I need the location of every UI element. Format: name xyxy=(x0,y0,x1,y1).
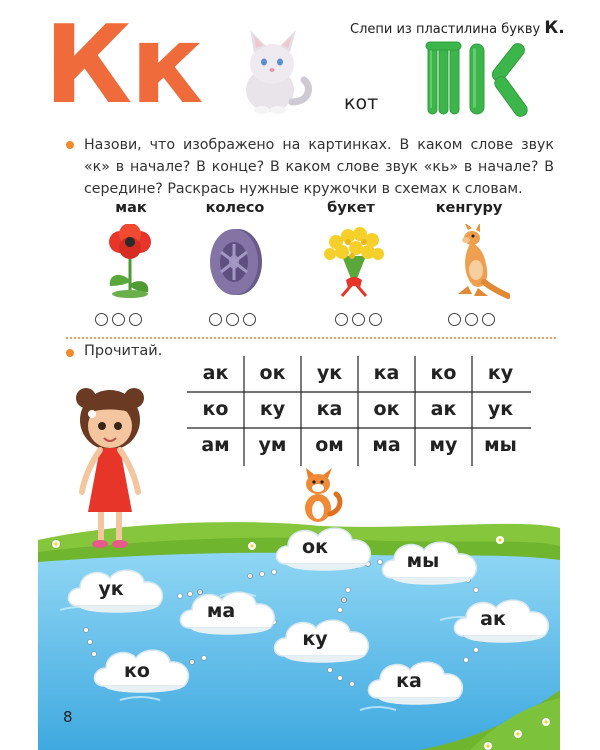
page-number: 8 xyxy=(63,708,73,726)
sculpt-text: Слепи из пластилина букву xyxy=(350,22,541,37)
big-letter: Кк xyxy=(44,3,202,128)
bouquet-icon xyxy=(322,226,388,302)
cat-illustration xyxy=(232,28,332,118)
sound-scheme-wheel[interactable] xyxy=(209,313,256,326)
small-cat-icon xyxy=(296,468,346,528)
cloud-ma-label: ма xyxy=(206,600,236,622)
word-label-wheel: колесо xyxy=(205,200,265,216)
bullet-icon xyxy=(66,349,74,357)
syllable-cell: ок xyxy=(259,362,286,384)
section-divider xyxy=(66,337,556,339)
syllable-table xyxy=(187,356,531,466)
syllable-cell: ом xyxy=(315,434,344,456)
syllable-cell: ак xyxy=(430,398,457,420)
syllable-cell: ка xyxy=(316,398,343,420)
sound-scheme-bouquet[interactable] xyxy=(335,313,382,326)
syllable-cell: ма xyxy=(372,434,401,456)
syllable-cell: му xyxy=(429,434,458,456)
task1-text: Назови, что изображено на картинках. В каком слове звук «к» в начале? В конце? В каком слове звук «кь» в начале? В середине? Раскрась нужные кружочки в схемах к словам. xyxy=(84,137,554,197)
word-label-bouquet: букет xyxy=(327,200,375,216)
syllable-cell: ок xyxy=(373,398,400,420)
cloud-ko-label: ко xyxy=(124,660,150,682)
wheel-icon xyxy=(206,226,266,298)
syllable-cell: ку xyxy=(259,398,286,420)
syllable-cell: ум xyxy=(258,434,287,456)
sculpt-letter: К. xyxy=(544,18,565,38)
girl-illustration xyxy=(60,384,160,554)
bullet-icon xyxy=(66,141,74,149)
syllable-cell: ак xyxy=(202,362,229,384)
syllable-cell: ук xyxy=(316,362,343,384)
cat-word: кот xyxy=(344,92,379,114)
poppy-icon xyxy=(100,224,160,300)
cloud-uk-label: ук xyxy=(98,578,124,600)
cloud-ku-label: ку xyxy=(302,628,328,650)
task2-title: Прочитай. xyxy=(84,343,163,359)
syllable-cell: ка xyxy=(373,362,400,384)
syllable-cell: ко xyxy=(430,362,457,384)
word-label-kangaroo: кенгуру xyxy=(435,200,503,216)
cloud-ka-label: ка xyxy=(396,670,422,692)
syllable-cell: ук xyxy=(487,398,514,420)
task2-block xyxy=(84,343,162,359)
cloud-ok-label: ок xyxy=(302,536,328,558)
sound-scheme-poppy[interactable] xyxy=(95,313,142,326)
sculpt-instruction xyxy=(350,18,565,38)
cloud-my-label: мы xyxy=(406,550,440,572)
syllable-cell: ам xyxy=(201,434,230,456)
plasticine-letter-icon xyxy=(424,38,544,118)
syllable-cell: ку xyxy=(487,362,514,384)
syllable-cell: мы xyxy=(484,434,517,456)
kangaroo-icon xyxy=(450,224,510,304)
sound-scheme-kangaroo[interactable] xyxy=(448,313,495,326)
word-label-poppy: мак xyxy=(115,200,147,216)
task1-text-block xyxy=(84,134,554,200)
cloud-ak-label: ак xyxy=(480,608,506,630)
syllable-cell: ко xyxy=(202,398,229,420)
